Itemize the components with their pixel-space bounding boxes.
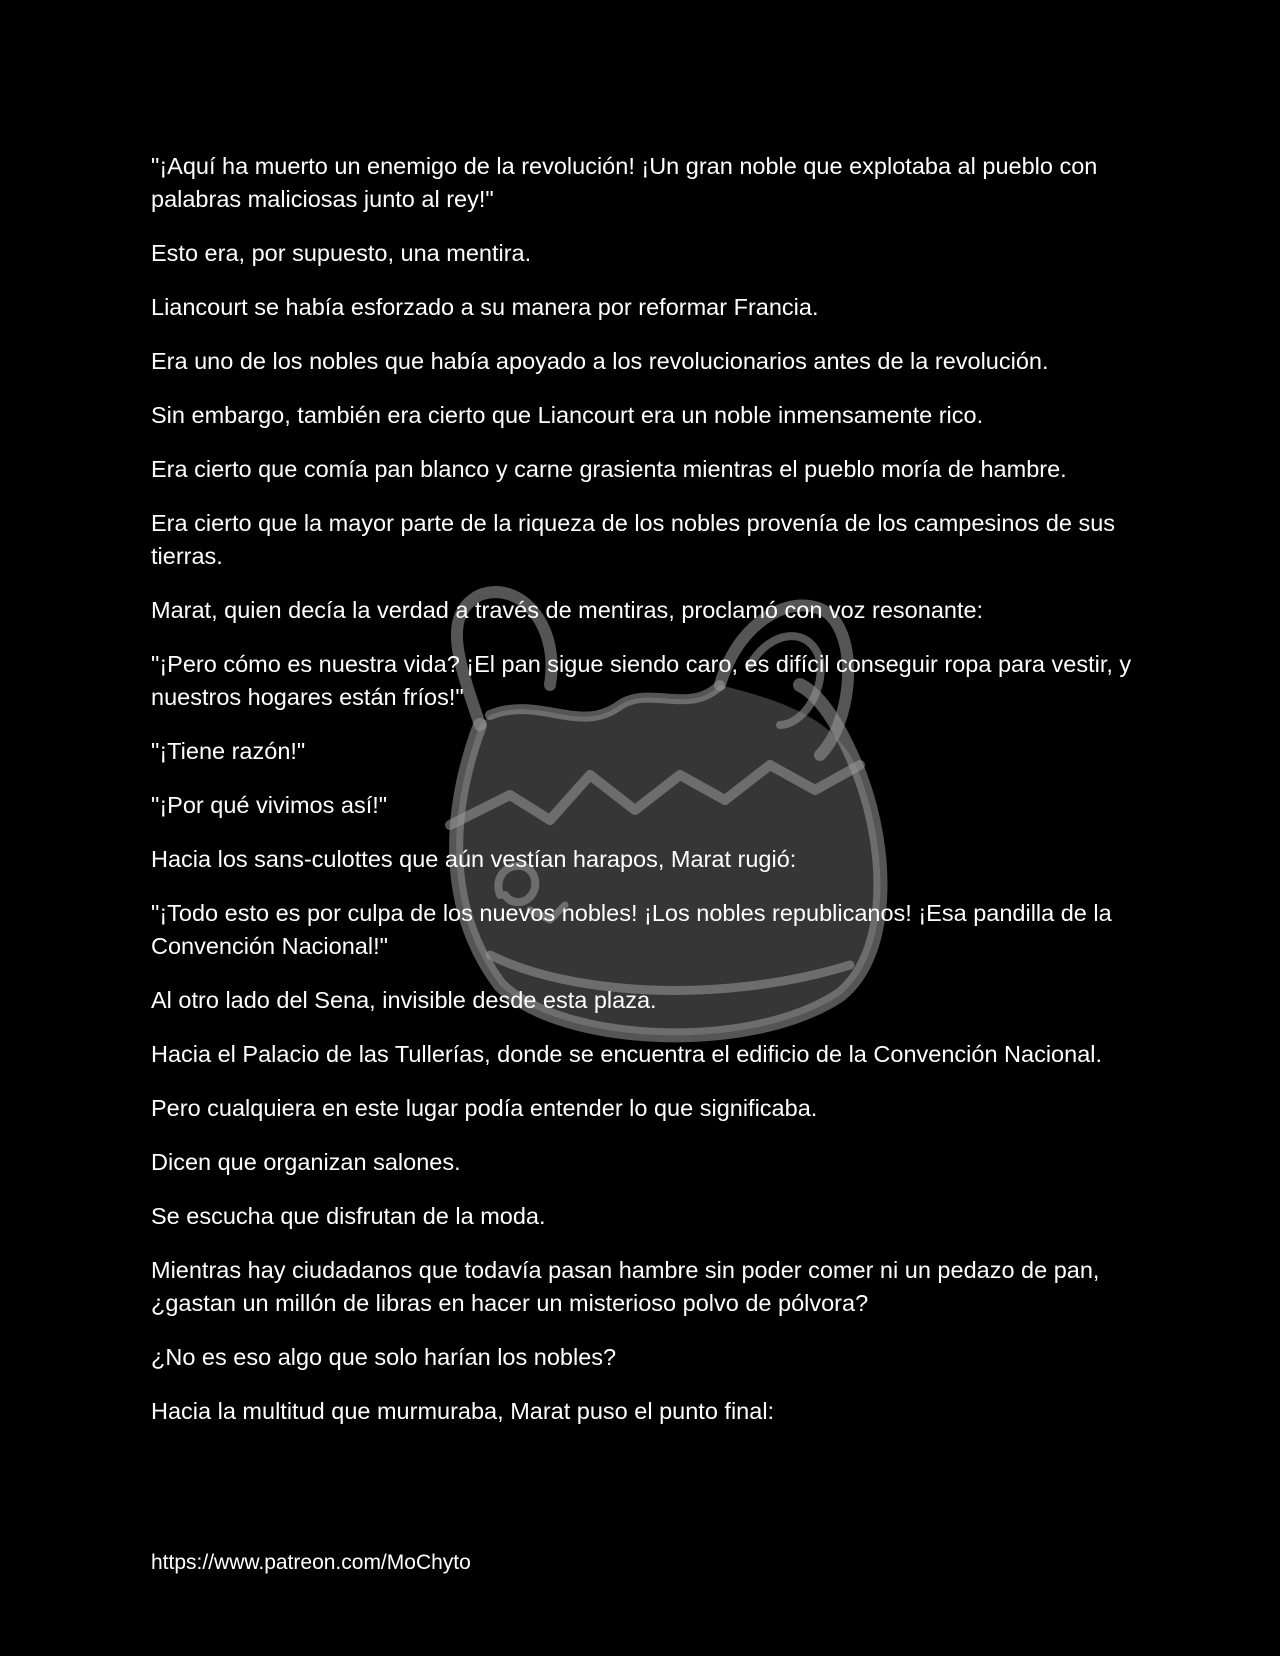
paragraph-20: ¿No es eso algo que solo harían los nobles? [151,1344,617,1370]
paragraph-18: Se escucha que disfrutan de la moda. [151,1203,546,1229]
paragraph-17: Dicen que organizan salones. [151,1149,461,1175]
paragraph-5: Sin embargo, también era cierto que Liancourt era un noble inmensamente rico. [151,402,984,428]
paragraph-1: "¡Aquí ha muerto un enemigo de la revolución! ¡Un gran noble que explotaba al pueblo con palabras maliciosas junto al rey!" [151,153,1098,212]
paragraph-2: Esto era, por supuesto, una mentira. [151,240,532,266]
paragraph-6: Era cierto que comía pan blanco y carne grasienta mientras el pueblo moría de hambre. [151,456,1067,482]
paragraph-10: "¡Tiene razón!" [151,738,306,764]
paragraph-15: Hacia el Palacio de las Tullerías, donde se encuentra el edificio de la Convención Nacional. [151,1041,1103,1067]
paragraph-9: "¡Pero cómo es nuestra vida? ¡El pan sigue siendo caro, es difícil conseguir ropa para vestir, y nuestros hogares están fríos!" [151,651,1132,710]
paragraph-14: Al otro lado del Sena, invisible desde esta plaza. [151,987,657,1013]
paragraph-4: Era uno de los nobles que había apoyado a los revolucionarios antes de la revolución. [151,348,1049,374]
story-text [151,150,1141,1449]
paragraph-13: "¡Todo esto es por culpa de los nuevos nobles! ¡Los nobles republicanos! ¡Esa pandilla de la Convención Nacional!" [151,900,1112,959]
paragraph-3: Liancourt se había esforzado a su manera por reformar Francia. [151,294,819,320]
paragraph-16: Pero cualquiera en este lugar podía entender lo que significaba. [151,1095,818,1121]
paragraph-7: Era cierto que la mayor parte de la riqueza de los nobles provenía de los campesinos de sus tierras. [151,510,1116,569]
paragraph-8: Marat, quien decía la verdad a través de mentiras, proclamó con voz resonante: [151,597,984,623]
patreon-link[interactable]: https://www.patreon.com/MoChyto [151,1551,471,1574]
paragraph-21: Hacia la multitud que murmuraba, Marat puso el punto final: [151,1398,775,1424]
paragraph-12: Hacia los sans-culottes que aún vestían harapos, Marat rugió: [151,846,797,872]
paragraph-11: "¡Por qué vivimos así!" [151,792,388,818]
paragraph-19: Mientras hay ciudadanos que todavía pasan hambre sin poder comer ni un pedazo de pan, ¿gastan un millón de libras en hacer un misterioso polvo de pólvora? [151,1257,1100,1316]
